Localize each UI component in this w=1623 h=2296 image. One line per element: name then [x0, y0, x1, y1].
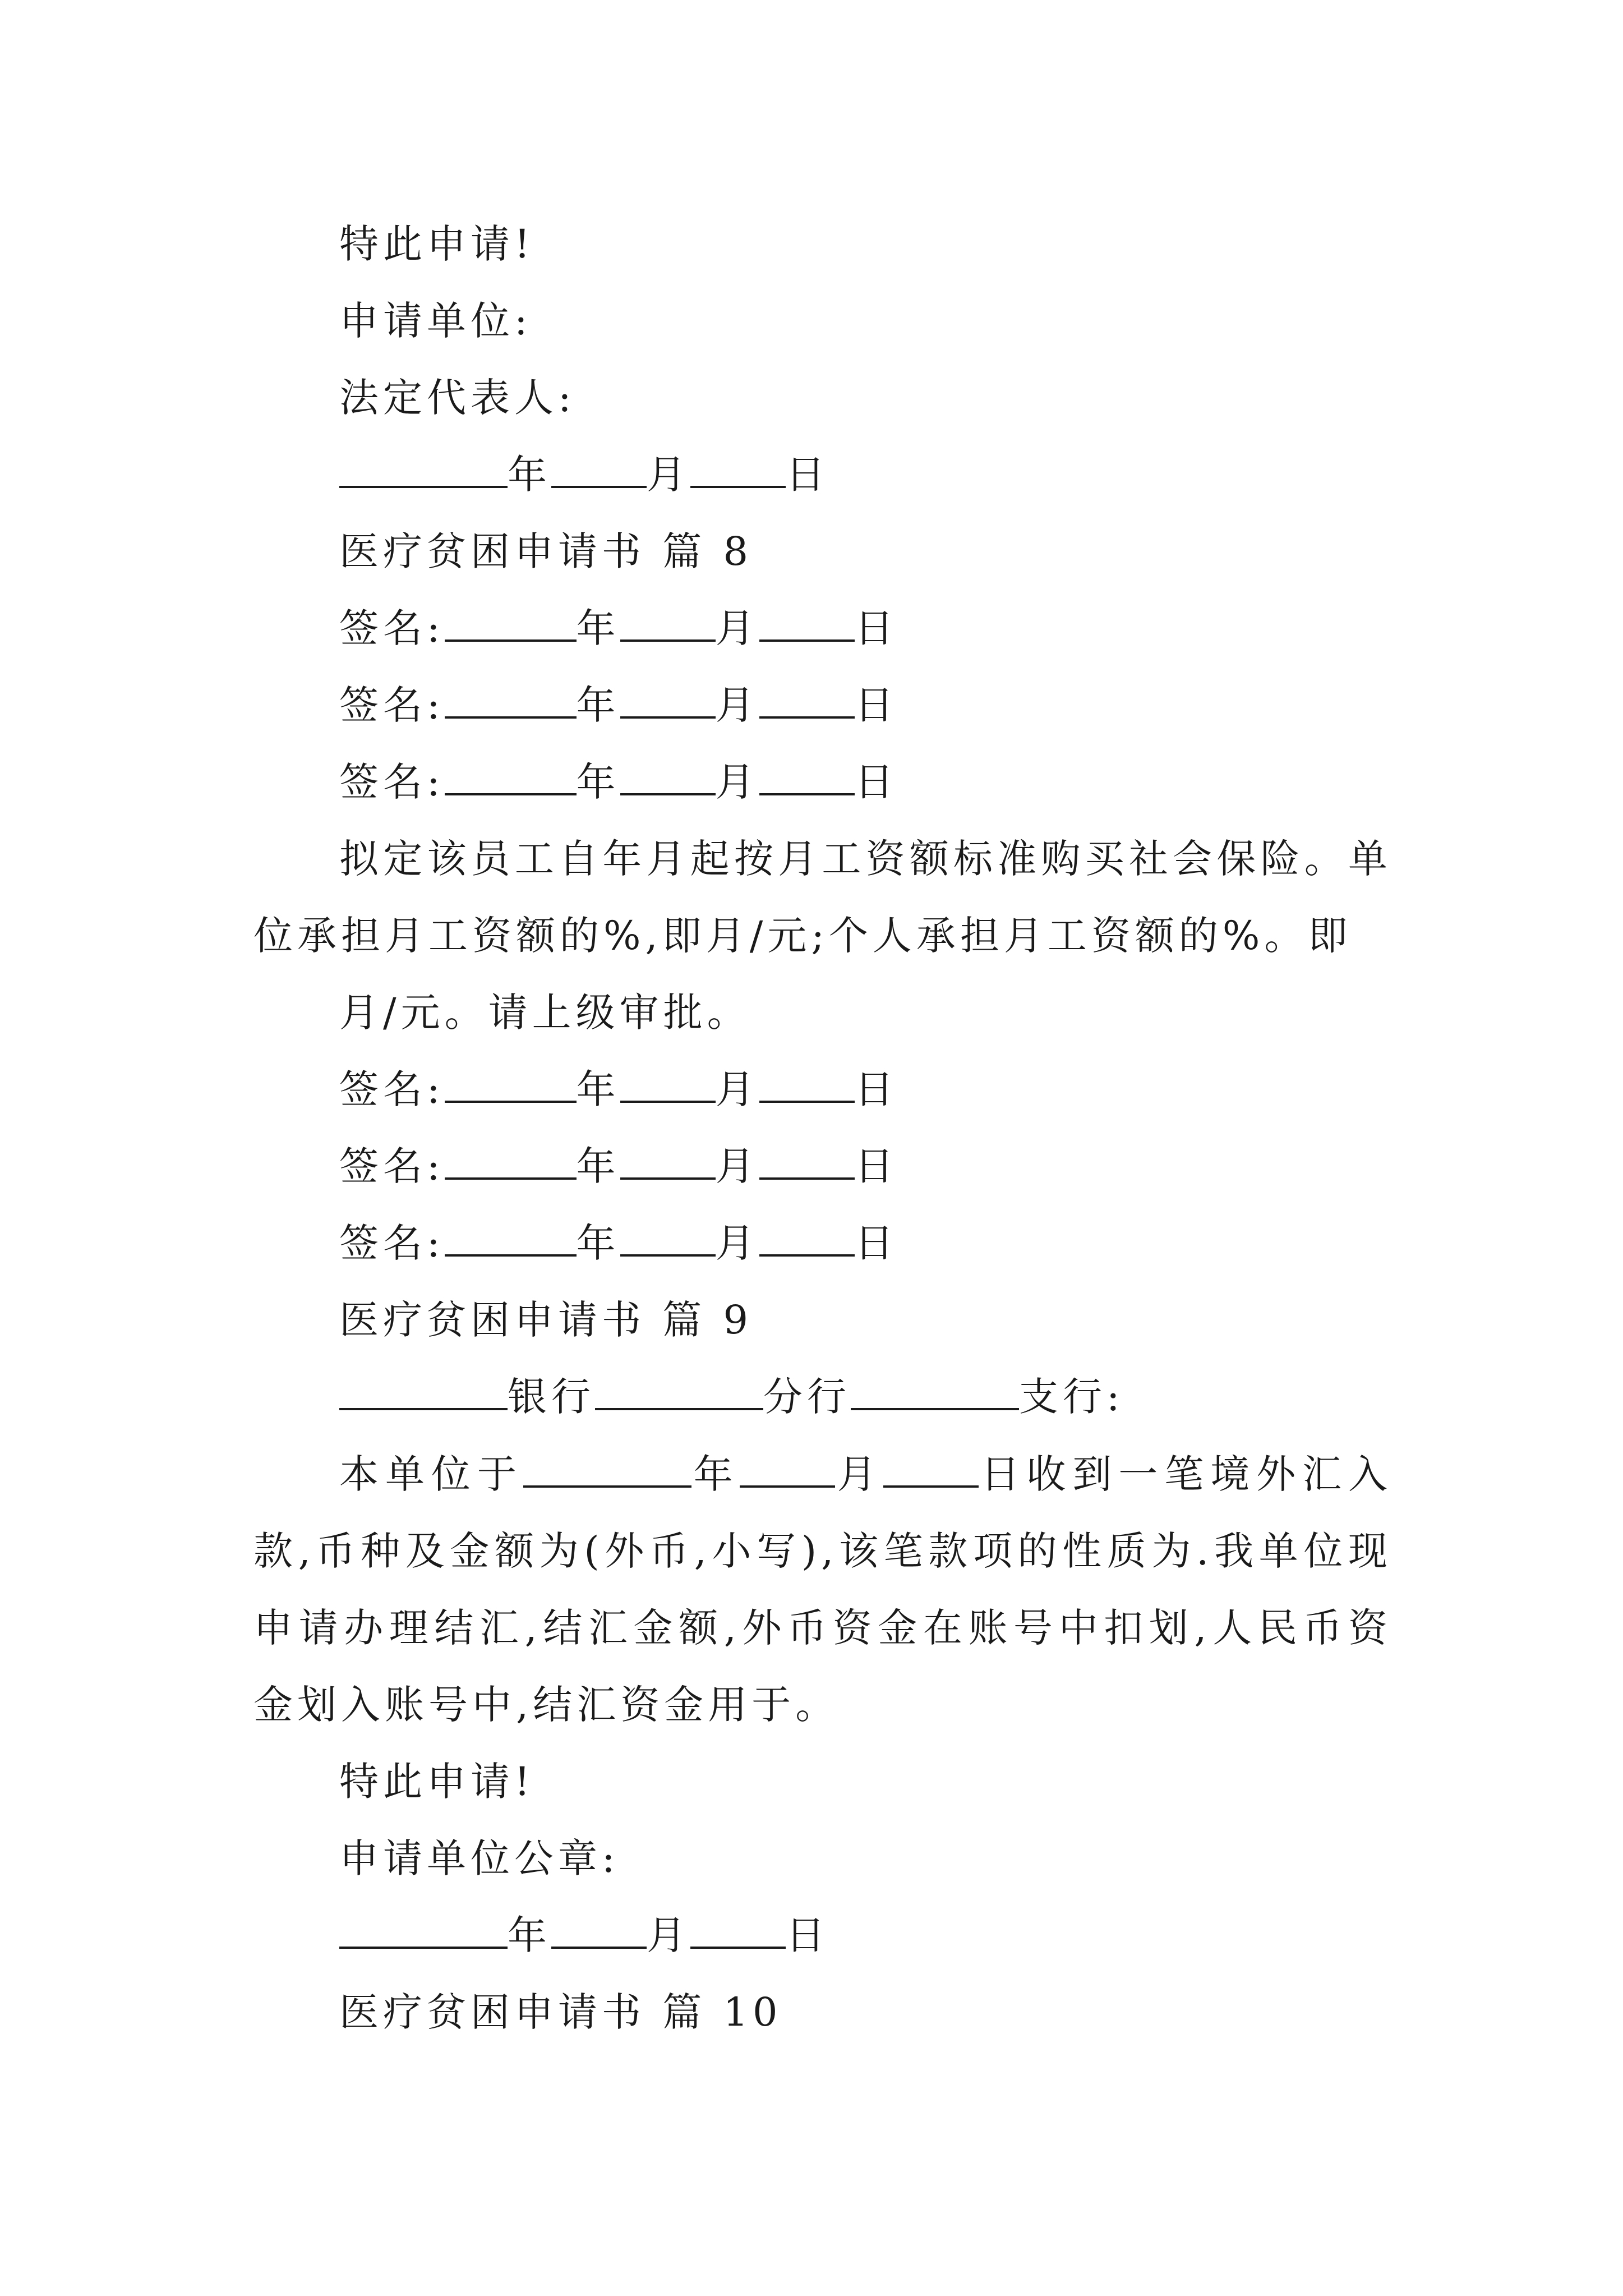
- remittance-paragraph: [253, 1436, 1392, 1743]
- section-heading-8: 医疗贫困申请书 篇 8: [339, 528, 753, 574]
- day-label: 日: [854, 682, 898, 728]
- year-label: 年: [576, 1220, 620, 1266]
- date-line: [339, 1907, 829, 1963]
- sub-branch-blank: [851, 1374, 1019, 1410]
- month-label: 月: [715, 1220, 759, 1266]
- day-blank: [690, 1913, 786, 1949]
- signature-blank: [445, 683, 577, 719]
- year-label: 年: [691, 1451, 740, 1497]
- day-label: 日: [854, 1220, 898, 1266]
- year-blank: [339, 1913, 508, 1949]
- special-request-text: 特此申请!: [339, 1759, 535, 1805]
- bank-blank: [339, 1374, 508, 1410]
- signature-label: 签名:: [339, 759, 445, 805]
- signature-line: [339, 1061, 898, 1117]
- branch-label: 分行: [763, 1374, 851, 1420]
- branch-blank: [595, 1374, 763, 1410]
- day-label: 日: [786, 1912, 829, 1958]
- remit-body: 日收到一笔境外汇入款,币种及金额为(外币,小写),该笔款项的性质为.我单位现申请办理结汇,结汇金额,外币资金在账号中扣划,人民币资金划入账号中,结汇资金用于。: [253, 1451, 1393, 1728]
- signature-blank: [445, 606, 577, 642]
- year-blank: [523, 1452, 691, 1488]
- signature-label: 签名:: [339, 682, 445, 728]
- month-label: 月: [715, 759, 759, 805]
- day-blank: [759, 760, 855, 795]
- bank-label: 银行: [508, 1374, 595, 1420]
- month-blank: [620, 760, 716, 795]
- year-label: 年: [508, 452, 551, 498]
- day-blank: [759, 1144, 855, 1180]
- unit-seal-label: 申请单位公章:: [339, 1835, 620, 1881]
- day-label: 日: [854, 759, 898, 805]
- year-label: 年: [508, 1912, 551, 1958]
- legal-representative-label: 法定代表人:: [339, 375, 576, 421]
- signature-label: 签名:: [339, 1220, 445, 1266]
- day-blank: [759, 683, 855, 719]
- signature-label: 签名:: [339, 1143, 445, 1189]
- year-label: 年: [576, 605, 620, 651]
- insurance-paragraph: 拟定该员工自年月起按月工资额标准购买社会保险。单位承担月工资额的%,即月/元;个人承担月工资额的%。即: [253, 836, 1392, 959]
- year-label: 年: [576, 759, 620, 805]
- day-label: 日: [854, 1066, 898, 1112]
- day-blank: [759, 1067, 855, 1103]
- month-blank: [620, 606, 716, 642]
- signature-blank: [445, 1221, 577, 1257]
- day-blank: [883, 1452, 979, 1488]
- signature-line: [339, 1138, 898, 1194]
- date-line: [339, 447, 829, 503]
- signature-label: 签名:: [339, 605, 445, 651]
- year-blank: [339, 452, 508, 488]
- year-label: 年: [576, 1066, 620, 1112]
- month-label: 月: [715, 605, 759, 651]
- signature-blank: [445, 1067, 577, 1103]
- month-blank: [620, 683, 716, 719]
- signature-line: [339, 1215, 898, 1271]
- signature-line: [339, 677, 898, 733]
- applicant-unit-label: 申请单位:: [339, 298, 532, 344]
- month-label: 月: [647, 452, 690, 498]
- insurance-paragraph-tail: 月/元。请上级审批。: [339, 990, 751, 1036]
- month-blank: [551, 1913, 647, 1949]
- month-blank: [551, 452, 647, 488]
- signature-line: [339, 600, 898, 656]
- day-label: 日: [854, 1143, 898, 1189]
- day-blank: [759, 1221, 855, 1257]
- month-label: 月: [715, 682, 759, 728]
- year-label: 年: [576, 682, 620, 728]
- day-blank: [690, 452, 786, 488]
- bank-address-line: [339, 1369, 1124, 1425]
- month-label: 月: [715, 1066, 759, 1112]
- signature-label: 签名:: [339, 1066, 445, 1112]
- signature-blank: [445, 1144, 577, 1180]
- special-request-text: 特此申请!: [339, 221, 535, 267]
- month-blank: [620, 1144, 716, 1180]
- section-heading-10: 医疗贫困申请书 篇 10: [339, 1989, 782, 2035]
- month-label: 月: [647, 1912, 690, 1958]
- month-label: 月: [834, 1451, 883, 1497]
- month-blank: [740, 1452, 835, 1488]
- month-blank: [620, 1221, 716, 1257]
- month-blank: [620, 1067, 716, 1103]
- day-label: 日: [786, 452, 829, 498]
- month-label: 月: [715, 1143, 759, 1189]
- day-blank: [759, 606, 855, 642]
- section-heading-9: 医疗贫困申请书 篇 9: [339, 1297, 753, 1343]
- day-label: 日: [854, 605, 898, 651]
- signature-blank: [445, 760, 577, 795]
- sub-branch-label: 支行:: [1019, 1374, 1124, 1420]
- year-label: 年: [576, 1143, 620, 1189]
- remit-prefix: 本单位于: [339, 1451, 523, 1497]
- signature-line: [339, 754, 898, 810]
